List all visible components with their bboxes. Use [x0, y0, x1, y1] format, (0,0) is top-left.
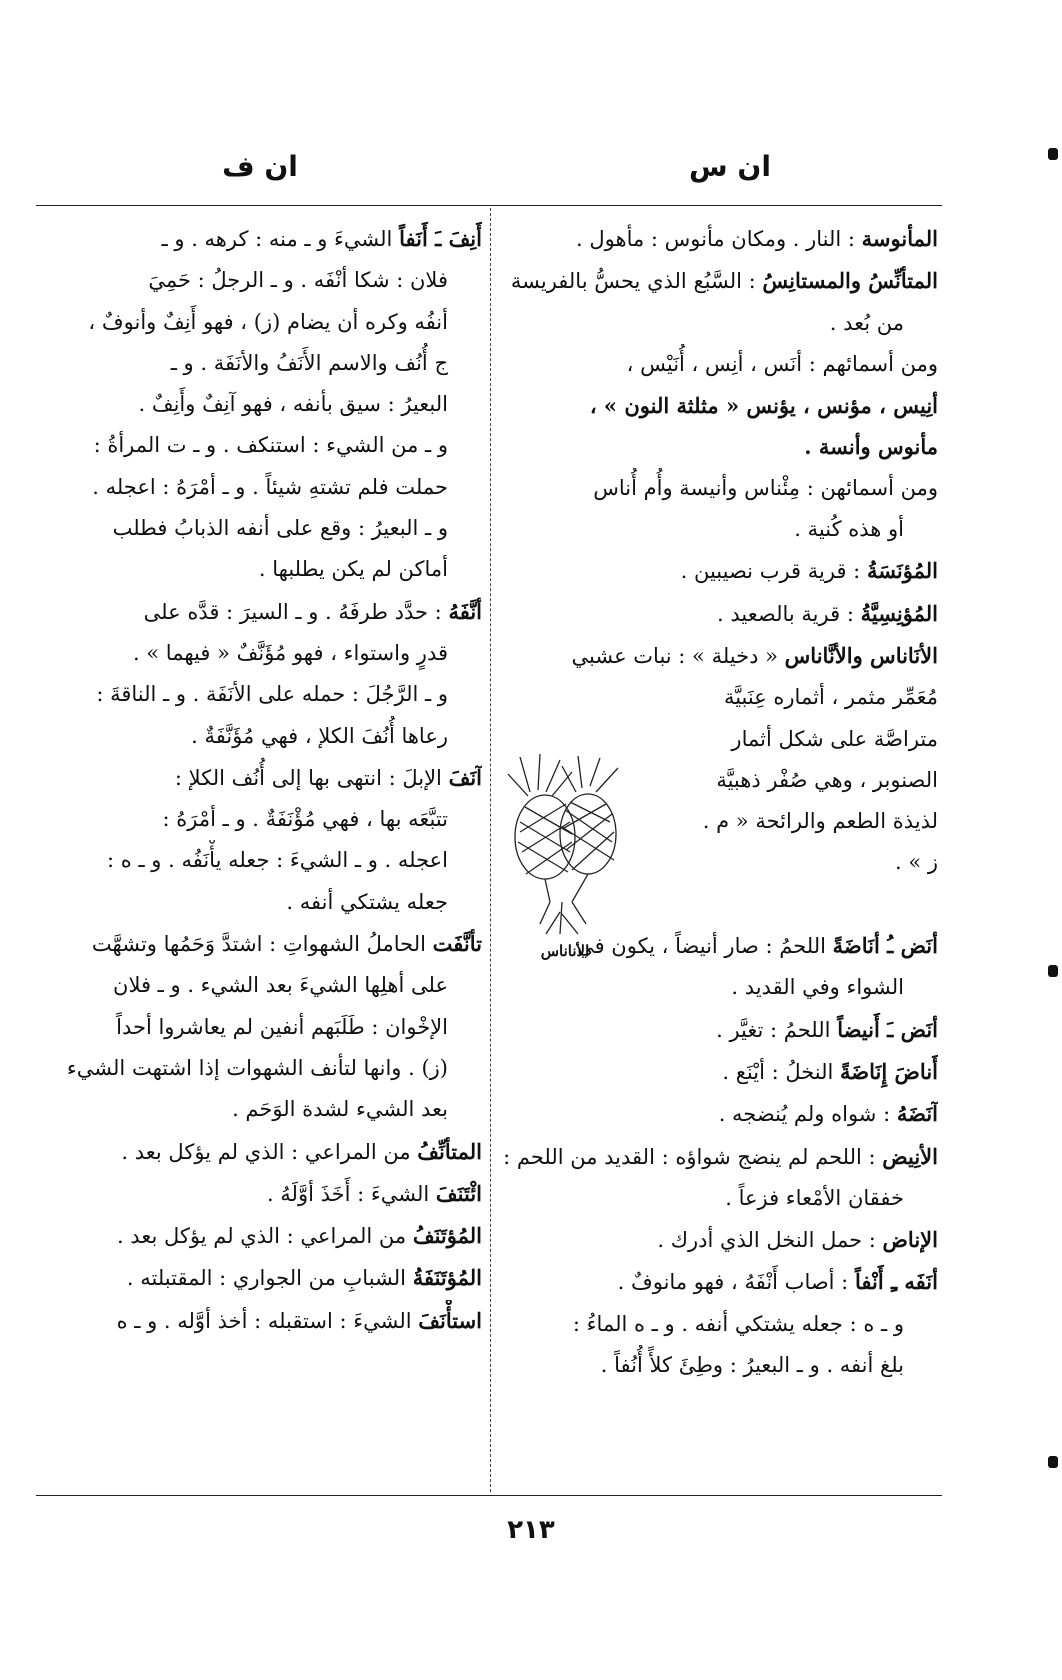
entry-headword: آنَفَ [448, 764, 482, 790]
entry-line [498, 1136, 938, 1178]
entry-line [38, 260, 482, 301]
illustration-caption: الأناناس [540, 942, 590, 960]
entry-text: و ـ الرَّجُلَ : حمله على الأنَفَة . و ـ الناقةَ : [96, 682, 448, 707]
pineapple-icon [500, 752, 630, 937]
entry-line [498, 303, 938, 344]
entry-headword: المُؤتَنَفُ [412, 1223, 482, 1249]
entry-line [498, 1345, 938, 1386]
entry-text [931, 892, 938, 916]
entry-line [38, 1089, 482, 1130]
entry-text: أماكن لم يكن يطلبها . [258, 557, 448, 582]
entry-text: الإبلَ : انتهى بها إلى أُنُف الكلإ : [174, 765, 442, 790]
entry-line [498, 1178, 938, 1219]
entry-line [38, 467, 482, 508]
entry-text: قدرٍ واستواء ، فهو مُؤَنَّفٌ « فيهما » . [132, 640, 448, 665]
entry-line [646, 842, 938, 883]
entry-line [38, 343, 482, 384]
entry-headword: الأنَاناس والأنَّاناس [784, 642, 938, 668]
entry-line [38, 549, 482, 590]
entry-text: : السَّبُع الذي يحسُّ بالفريسة [510, 269, 756, 294]
entry-line [498, 1093, 938, 1135]
entry-text: (ز) . وانها لتأنف الشهوات إذا اشتهت الشيء [66, 1055, 448, 1080]
entry-line [38, 218, 482, 260]
entry-line [38, 965, 482, 1006]
entry-text: : اللحم لم ينضج شواؤه : القديد من اللحم : [503, 1144, 876, 1169]
entry-headword: استأْنَفَ [418, 1307, 482, 1333]
entry-text: مأنوس وأنسة . [804, 434, 938, 460]
entry-line [498, 1304, 938, 1345]
entry-text: الشيءَ : أَخَذَ أوَّلَهُ . [266, 1181, 430, 1206]
entry-text: لذيذة الطعم والرائحة « م . [702, 809, 938, 834]
entry-line [38, 674, 482, 715]
entry-line [38, 302, 482, 343]
entry-headword: المُؤنِسِيَّةُ [860, 600, 938, 626]
entry-line [498, 509, 938, 550]
entry-line [38, 633, 482, 674]
entry-headword: أَنِفَ ـَ أَنَفاً [399, 226, 482, 251]
entry-headword: أَناضَ إِنَاضَةً [840, 1058, 938, 1084]
entry-headword: الإناض [882, 1227, 938, 1253]
entry-text: جعله يشتكي أنفه . [286, 889, 448, 914]
entry-text: أنِيس ، مؤنس ، يؤنس « مثلثة النون » ، [589, 393, 938, 419]
entry-text: اللحمُ : تغيَّر . [716, 1017, 831, 1042]
entry-text: : شواه ولم يُنضجه . [718, 1102, 891, 1127]
entry-headword: ائْتَنَفَ [435, 1180, 482, 1206]
entry-line [498, 1009, 938, 1051]
entry-line [38, 757, 482, 799]
entry-text: بلغ أنفه . و ـ البعيرُ : وطِئَ كلأً أُنُفاً . [600, 1353, 904, 1378]
entry-text: من المراعي : الذي لم يؤكل بعد . [121, 1139, 411, 1164]
entry-line [498, 385, 938, 426]
entry-line [38, 1215, 482, 1257]
entry-text: : قرية بالصعيد . [717, 601, 854, 626]
entry-line [38, 1048, 482, 1089]
entry-headword: المُؤنَسَةُ [866, 558, 938, 584]
entry-line [498, 468, 938, 509]
entry-line [646, 884, 938, 925]
entry-text: الشبابِ من الجواري : المقتبلته . [126, 1266, 407, 1291]
entry-line [498, 1219, 938, 1261]
entry-line [38, 591, 482, 633]
entry-text: الشواء وفي القديد . [731, 975, 904, 1000]
entry-text: : قرية قرب نصيبين . [680, 559, 861, 584]
entry-text: و ـ ه : جعله يشتكي أنفه . و ـ ه الماءُ : [572, 1311, 904, 1336]
entry-text: أو هذه كُنية . [794, 517, 904, 542]
entry-headword: المتأنِّفُ [417, 1138, 482, 1164]
bottom-rule [36, 1495, 942, 1496]
page-number: ٢١٣ [507, 1515, 555, 1545]
left-column [38, 218, 482, 1486]
entry-text: : حدَّد طرفَهُ . و ـ السيرَ : قدَّه على [143, 599, 442, 624]
entry-text: حملت فلم تشتهِ شيئاً . و ـ أمْرَهُ : اعجله . [92, 474, 448, 499]
entry-headword: أنَض ـَ أَنيضاً [837, 1016, 938, 1042]
entry-headword: تأنَّفَت [432, 931, 482, 957]
entry-line [646, 760, 938, 801]
entry-line [646, 801, 938, 842]
entry-text: من بُعد . [829, 310, 904, 335]
entry-text: ومن أسمائهن : مِئْناس وأنيسة وأُم أُناس [593, 475, 938, 500]
entry-line [498, 218, 938, 260]
entry-text: اللحمُ : صار أنيضاً ، يكون في [577, 934, 826, 959]
entry-headword: الأنِيض [882, 1143, 938, 1169]
entry-line [38, 799, 482, 840]
entry-text: مُعَمِّر مثمر ، أثماره عِنَبيَّة [723, 685, 938, 710]
entry-text: على أهلِها الشيءَ بعد الشيء . و ـ فلان [113, 973, 448, 998]
top-rule [36, 205, 942, 206]
entry-line [498, 426, 938, 467]
edge-mark [1048, 965, 1058, 977]
entry-text: الصنوبر ، وهي صُفْر ذهبيَّة [716, 767, 938, 792]
edge-mark [1048, 1456, 1058, 1468]
entry-headword: آنَضَهُ [896, 1101, 938, 1127]
entry-text: أنفُه وكره أن يضام (ز) ، فهو أَنِفٌ وأنوفٌ ، [88, 309, 448, 334]
entry-line [498, 344, 938, 385]
entry-line [38, 1131, 482, 1173]
entry-text: : النار . ومكان مأنوس : مأهول . [576, 227, 855, 251]
entry-text: تتبَّعَه بها ، فهي مُؤْنَفَةٌ . و ـ أمْرَهُ : [162, 807, 448, 832]
entry-text: اعجله . و ـ الشيءَ : جعله يأْنَفُه . و ـ ه : [107, 848, 448, 873]
entry-headword: المأنوسة [861, 226, 938, 251]
entry-text: : أصاب أَنْفَهُ ، فهو مانوفٌ . [617, 1270, 849, 1295]
entry-text: الإخْوان : طَلَبَهم أنفين لم يعاشروا أحداً [116, 1014, 448, 1039]
entry-text: ومن أسمائهم : أنَس ، أنِس ، أُنَيْس ، [626, 351, 938, 376]
entry-line [38, 425, 482, 466]
entry-line [38, 1007, 482, 1048]
entry-headword: المتأنِّسُ والمستانِسُ [762, 268, 938, 294]
entry-text: النخلُ : أيْنَع . [722, 1059, 834, 1084]
entry-line [38, 882, 482, 923]
entry-text: الشيءَ و ـ منه : كرهه . و ـ [161, 227, 393, 251]
entry-text: متراصَّة على شكل أثمار [731, 726, 938, 751]
entry-line [498, 550, 938, 592]
entry-line [38, 1257, 482, 1299]
edge-mark [1048, 148, 1058, 160]
entry-text: و ـ البعيرُ : وقع على أنفه الذبابُ فطلب [112, 516, 448, 541]
entry-text: الحاملُ الشهواتِ : اشتدَّ وَحَمُها وتشهَّت [91, 932, 426, 957]
entry-text: و ـ من الشيء : استنكف . و ـ ت المرأةُ : [93, 433, 448, 458]
right-column-header: ان س [689, 150, 771, 183]
entry-line [646, 677, 938, 718]
entry-line [498, 260, 938, 302]
entry-line [498, 1261, 938, 1303]
entry-line [38, 716, 482, 757]
entry-line [38, 1173, 482, 1215]
entry-text: بعد الشيء لشدة الوَحَم . [232, 1097, 448, 1122]
entry-text: خفقان الأمْعاء فزعاً . [725, 1185, 904, 1210]
left-column-header: ان ف [222, 150, 298, 183]
entry-line [498, 1051, 938, 1093]
pineapple-illustration [500, 752, 630, 977]
entry-line [646, 719, 938, 760]
entry-text: ج أُنُف والاسم الأَنَفُ والأنَفَة . و ـ [170, 350, 448, 375]
entry-headword: المُؤتَنَفَةُ [412, 1265, 482, 1291]
entry-text: « دخيلة » : نبات عشبي [571, 643, 778, 668]
entry-line [38, 384, 482, 425]
entry-text: رعاها أُنُفَ الكلإ ، فهي مُؤَنَّفَةٌ . [191, 723, 448, 748]
entry-line [38, 923, 482, 965]
entry-line [38, 508, 482, 549]
entry-text: البعيرُ : سيق بأنفه ، فهو آنِفٌ وأَنِفٌ . [138, 392, 448, 417]
entry-text: الشيءَ : استقبله : أخذ أوَّله . و ـ ه [116, 1308, 412, 1333]
entry-text: فلان : شكا أنْفَه . و ـ الرجلُ : حَمِيَ [148, 268, 448, 293]
entry-text: : حمل النخل الذي أدرك . [657, 1228, 876, 1253]
entry-line [38, 1300, 482, 1342]
entry-headword: أنَّفَهُ [448, 598, 482, 624]
column-divider [490, 208, 491, 1492]
entry-line [498, 593, 938, 635]
entry-line [38, 840, 482, 881]
entry-line [498, 635, 938, 677]
entry-headword: أنَفَه ـِ أَنْفاً [854, 1269, 938, 1295]
entry-headword: أنَض ـُ أنَاضَةً [832, 933, 938, 959]
entry-text: من المراعي : الذي لم يؤكل بعد . [116, 1224, 407, 1249]
entry-text: ز » . [894, 850, 938, 875]
